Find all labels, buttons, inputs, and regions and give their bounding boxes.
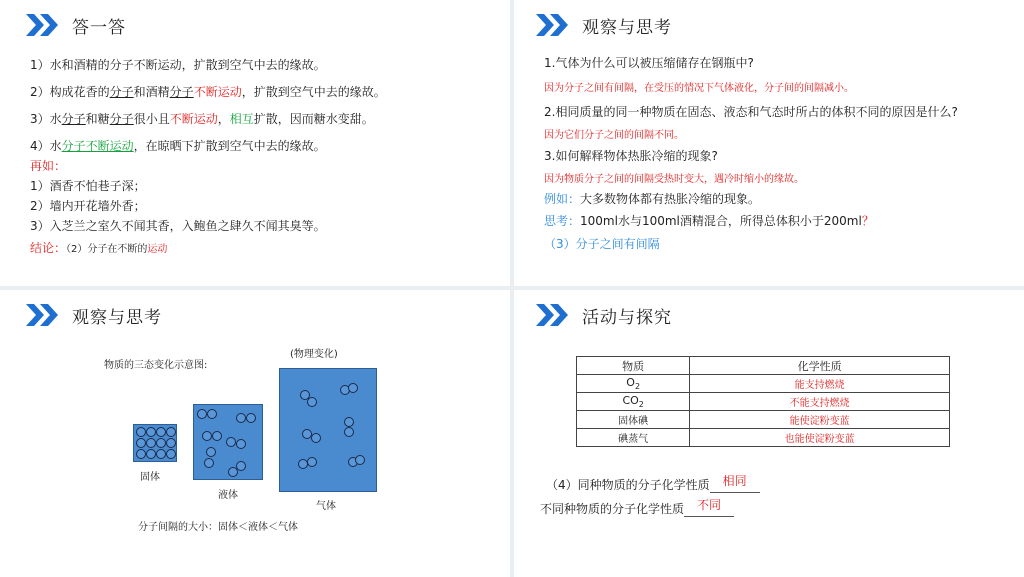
answer-3 — [30, 110, 374, 127]
question-3: 3.如何解释物体热胀冷缩的现象? — [544, 149, 718, 163]
again-label: 再如： — [30, 159, 67, 173]
double-chevron-icon — [536, 304, 572, 326]
table-row — [577, 393, 950, 411]
molecule — [202, 431, 212, 441]
solid-label: 固体 — [140, 472, 160, 483]
double-chevron-icon — [26, 14, 62, 36]
molecule — [355, 455, 365, 465]
liquid-box — [193, 404, 263, 480]
molecule — [156, 427, 166, 437]
answer-4 — [30, 137, 326, 154]
text: 4）水 — [30, 139, 62, 153]
molecule — [136, 438, 146, 448]
molecule — [197, 409, 207, 419]
text: 2）构成花香的 — [30, 85, 110, 99]
text: 不同种物质的分子化学性质 — [540, 502, 685, 516]
subscript: 2 — [638, 400, 644, 410]
property-cell: 能支持燃烧 — [690, 375, 950, 393]
text: 分子 — [109, 85, 134, 99]
molecule — [136, 449, 146, 459]
double-chevron-icon — [26, 304, 62, 326]
think — [544, 212, 874, 229]
answer: 相同 — [722, 474, 747, 488]
molecule — [236, 413, 246, 423]
text: 100ml水与100ml酒精混合，所得总体积小于200ml — [580, 214, 862, 228]
question-1: 1.气体为什么可以被压缩储存在钢瓶中? — [544, 56, 754, 70]
molecule — [207, 409, 217, 419]
molecule — [228, 467, 238, 477]
think-label: 思考： — [544, 214, 581, 228]
answer-3: 因为物质分子之间的间隔受热时变大，遇冷时缩小的缘故。 — [544, 174, 804, 185]
panel-observe-think — [514, 0, 1024, 286]
panel-title: 活动与探究 — [582, 307, 672, 328]
substance-cell — [577, 393, 690, 411]
table-header-row — [577, 357, 950, 375]
molecule — [246, 413, 256, 423]
table-row — [577, 375, 950, 393]
example-label: 例如： — [544, 192, 581, 206]
gas-box — [279, 368, 377, 492]
panel-header — [536, 302, 672, 328]
answer-2: 因为它们分子之间的间隔不同。 — [544, 130, 684, 141]
table-row — [577, 411, 950, 429]
molecule — [146, 427, 156, 437]
property-cell: 也能使淀粉变蓝 — [690, 429, 950, 447]
answer: 不同 — [697, 498, 722, 512]
text: O — [626, 375, 635, 389]
highlight: 不断运动 — [169, 112, 218, 126]
subscript: 2 — [634, 382, 641, 392]
substance-cell: 固体碘 — [577, 411, 690, 429]
molecule — [204, 458, 214, 468]
substance-cell — [577, 375, 690, 393]
highlight: 不断运动 — [193, 85, 242, 99]
molecule — [344, 417, 354, 427]
molecule — [212, 431, 222, 441]
liquid-label: 液体 — [218, 490, 238, 501]
question-4 — [546, 476, 760, 493]
double-chevron-icon — [536, 14, 572, 36]
text: 分子 — [169, 85, 194, 99]
panel-answer — [0, 0, 510, 286]
highlight: 相互 — [229, 112, 254, 126]
molecule — [156, 438, 166, 448]
panel-header — [26, 302, 162, 328]
molecule — [236, 439, 246, 449]
panel-title: 答一答 — [72, 17, 126, 38]
text: （4）同种物质的分子化学性质 — [546, 478, 710, 492]
text: ，在晾晒下扩散到空气中去的缘故。 — [133, 139, 326, 153]
physical-change-label: (物理变化) — [290, 349, 338, 360]
panel-header — [536, 12, 672, 38]
text: 分子 — [61, 112, 86, 126]
property-cell: 能使淀粉变蓝 — [690, 411, 950, 429]
properties-table — [576, 356, 950, 447]
panel-activity — [514, 290, 1024, 577]
highlight: 分子不断运动 — [61, 139, 134, 153]
table-row — [577, 429, 950, 447]
molecule — [344, 427, 354, 437]
example-3: 3）入芝兰之室久不闻其香，入鲍鱼之肆久不闻其臭等。 — [30, 219, 326, 233]
panel-title: 观察与思考 — [582, 17, 672, 38]
text: 3）水 — [30, 112, 62, 126]
molecule — [146, 438, 156, 448]
molecule — [307, 397, 317, 407]
molecule — [166, 449, 176, 459]
diagram-title: 物质的三态变化示意图: — [104, 360, 208, 371]
text: 大多数物体都有热胀冷缩的现象。 — [580, 192, 761, 206]
molecule — [166, 427, 176, 437]
molecule — [226, 437, 236, 447]
molecule — [348, 383, 358, 393]
molecule — [311, 433, 321, 443]
question-2: 2.相同质量的同一种物质在固态、液态和气态时所占的体积不同的原因是什么? — [544, 105, 958, 119]
text: ， — [217, 112, 230, 126]
molecule — [206, 447, 216, 457]
panel-header — [26, 12, 126, 38]
text: （2）分子在不断的 — [66, 244, 148, 255]
answer-blank — [684, 498, 734, 517]
text: 和酒精 — [133, 85, 170, 99]
question-mark: ？ — [861, 214, 874, 228]
text: 扩散，因而糖水变甜。 — [253, 112, 374, 126]
conclusion — [30, 239, 167, 256]
text: 分子 — [109, 112, 134, 126]
conclusion: （3）分子之间有间隔 — [544, 237, 660, 251]
substance-cell: 碘蒸气 — [577, 429, 690, 447]
gas-label: 气体 — [316, 501, 336, 512]
molecule — [156, 449, 166, 459]
text: ，扩散到空气中去的缘故。 — [241, 85, 386, 99]
panel-three-states — [0, 290, 510, 577]
text: 和糖 — [85, 112, 110, 126]
molecule — [146, 449, 156, 459]
question-5 — [540, 500, 734, 517]
answer-2 — [30, 83, 386, 100]
text: CO — [622, 393, 639, 407]
column-header: 物质 — [577, 357, 690, 375]
example — [544, 190, 760, 207]
answer-1: 1）水和酒精的分子不断运动，扩散到空气中去的缘故。 — [30, 58, 326, 72]
molecule — [307, 457, 317, 467]
highlight: 运动 — [147, 244, 168, 255]
spacing-note: 分子间隔的大小：固体＜液体＜气体 — [138, 522, 298, 533]
answer-1: 因为分子之间有间隔，在受压的情况下气体液化，分子间的间隔减小。 — [544, 83, 854, 94]
molecule — [166, 438, 176, 448]
column-header: 化学性质 — [690, 357, 950, 375]
example-1: 1）酒香不怕巷子深； — [30, 179, 146, 193]
solid-box — [133, 424, 177, 462]
conclusion-label: 结论： — [30, 241, 67, 255]
property-cell: 不能支持燃烧 — [690, 393, 950, 411]
answer-blank — [710, 474, 760, 493]
example-2: 2）墙内开花墙外香； — [30, 199, 146, 213]
molecule — [136, 427, 146, 437]
panel-title: 观察与思考 — [72, 307, 162, 328]
text: 很小且 — [133, 112, 170, 126]
